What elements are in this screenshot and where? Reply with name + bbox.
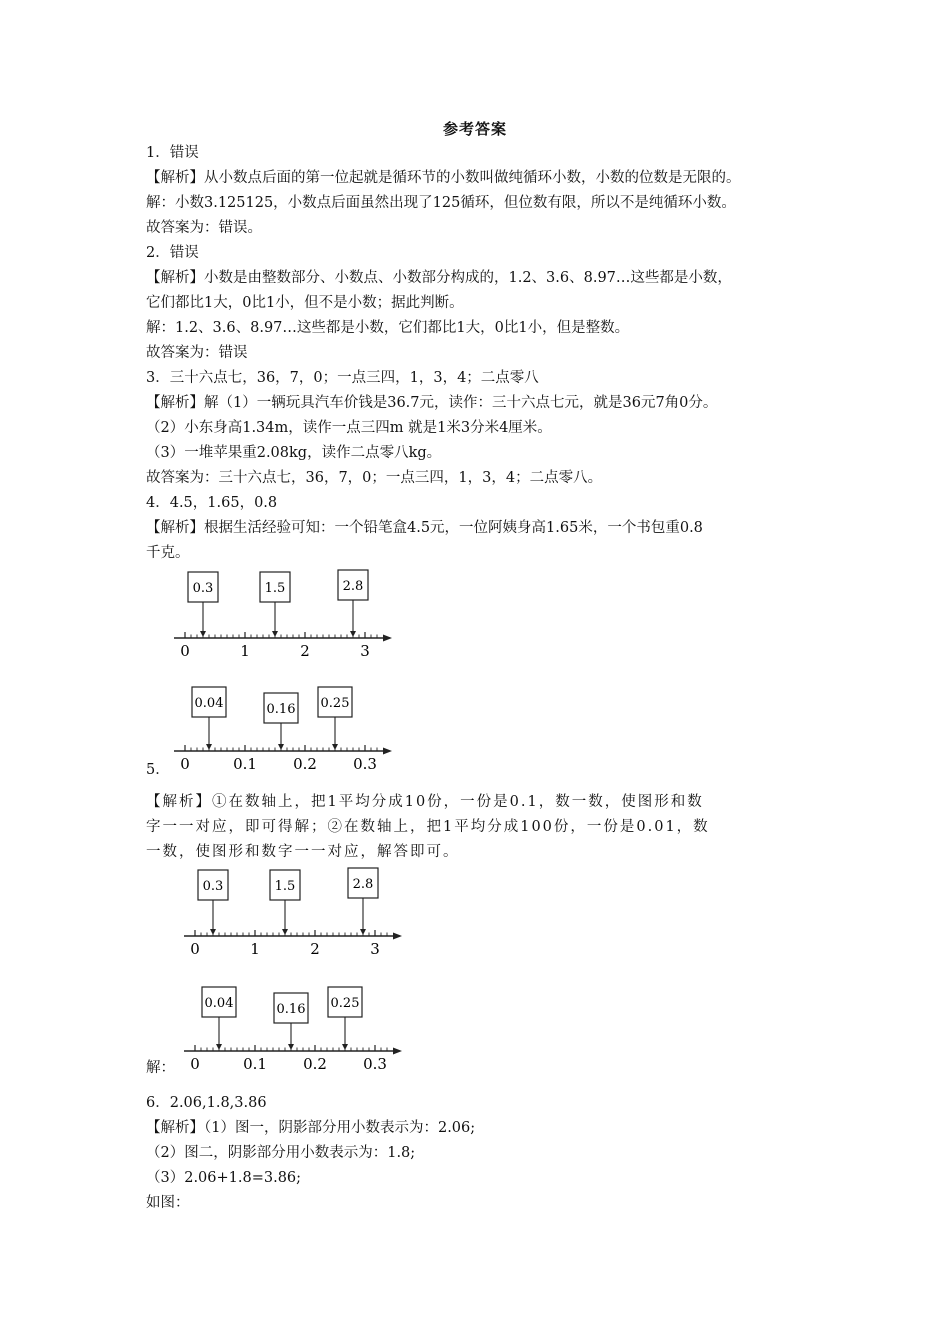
- q3-part2: （2）小东身高1.34m，读作一点三四m 就是1米3分米4厘米。: [146, 420, 552, 436]
- q5-analysis-line1: 【解析】①在数轴上，把1平均分成10份，一份是0.1，数一数，使图形和数: [146, 794, 704, 810]
- tick-label: 2: [300, 642, 310, 660]
- value-box-label: 1.5: [274, 879, 296, 894]
- value-box-label: 0.25: [330, 996, 360, 1011]
- q6-figure-label: 如图：: [146, 1195, 190, 1211]
- q4-analysis-line1: 【解析】根据生活经验可知：一个铅笔盒4.5元，一位阿姨身高1.65米，一个书包重0.8: [146, 520, 703, 536]
- number-line-ones-q5: [172, 570, 412, 660]
- value-callout: [264, 693, 298, 750]
- tick-label: 1: [240, 642, 250, 660]
- axis-arrow: [383, 748, 392, 755]
- axis-arrow: [383, 635, 392, 642]
- tick-label: 0: [190, 940, 200, 958]
- number-line-hundredths-q5: [172, 683, 412, 773]
- tick-label: 0.1: [243, 1055, 267, 1073]
- q3-part3: （3）一堆苹果重2.08kg，读作二点零八kg。: [146, 445, 442, 461]
- tick-label: 0.2: [303, 1055, 327, 1073]
- value-callout: [188, 572, 218, 637]
- q3-analysis: 【解析】解（1）一辆玩具汽车价钱是36.7元，读作：三十六点七元，就是36元7角0分。: [146, 395, 718, 411]
- value-box-label: 0.04: [204, 996, 234, 1011]
- q5-answer-line: 5．: [146, 762, 170, 778]
- tick-label: 0.3: [353, 755, 377, 773]
- q3-answer-line: 3．三十六点七，36，7，0；一点三四，1，3，4；二点零八: [146, 370, 539, 386]
- tick-label: 0.1: [233, 755, 257, 773]
- value-box-label: 0.04: [194, 696, 224, 711]
- value-box-label: 0.16: [266, 702, 296, 717]
- value-callout: [338, 570, 368, 637]
- number-line-svg: [182, 983, 422, 1073]
- q2-answer-line: 2．错误: [146, 245, 199, 261]
- pointer-arrow: [272, 631, 278, 637]
- tick-label: 0.2: [293, 755, 317, 773]
- pointer-arrow: [332, 744, 338, 750]
- page-title: 参考答案: [442, 120, 507, 138]
- q6-analysis: 【解析】（1）图一，阴影部分用小数表示为：2.06;: [146, 1120, 476, 1136]
- value-callout: [260, 572, 290, 637]
- pointer-arrow: [210, 929, 216, 935]
- tick-label: 2: [310, 940, 320, 958]
- value-box-label: 0.25: [320, 696, 350, 711]
- pointer-arrow: [206, 744, 212, 750]
- value-callout: [198, 870, 228, 935]
- value-callout: [328, 987, 362, 1050]
- number-line-hundredths-solution: [182, 983, 422, 1073]
- tick-label: 0: [180, 642, 190, 660]
- tick-label: 0: [180, 755, 190, 773]
- value-box-label: 2.8: [352, 877, 374, 892]
- pointer-arrow: [200, 631, 206, 637]
- q5-analysis-line3: 一数，使图形和数字一一对应，解答即可。: [146, 844, 460, 860]
- tick-label: 3: [360, 642, 370, 660]
- q4-analysis-line2: 千克。: [146, 545, 190, 561]
- value-callout: [274, 993, 308, 1050]
- tick-label: 1: [250, 940, 260, 958]
- number-line-svg: [182, 868, 422, 958]
- number-line-ones-solution: [182, 868, 422, 958]
- tick-label: 0.3: [363, 1055, 387, 1073]
- q6-part3: （3）2.06+1.8=3.86;: [146, 1170, 302, 1186]
- q3-final-answer: 故答案为：三十六点七，36，7，0；一点三四，1，3，4；二点零八。: [146, 470, 603, 486]
- value-box-label: 1.5: [264, 581, 286, 596]
- q1-answer-line: 1．错误: [146, 145, 199, 161]
- q6-part2: （2）图二，阴影部分用小数表示为：1.8;: [146, 1145, 416, 1161]
- value-callout: [318, 687, 352, 750]
- q2-final-answer: 故答案为：错误: [146, 345, 248, 361]
- pointer-arrow: [216, 1044, 222, 1050]
- tick-label: 3: [370, 940, 380, 958]
- pointer-arrow: [282, 929, 288, 935]
- number-line-svg: [172, 683, 412, 773]
- pointer-arrow: [360, 929, 366, 935]
- q1-analysis: 【解析】从小数点后面的第一位起就是循环节的小数叫做纯循环小数，小数的位数是无限的。: [146, 170, 741, 186]
- axis-arrow: [393, 933, 402, 940]
- value-box-label: 0.3: [192, 581, 214, 596]
- q2-solution: 解：1.2、3.6、8.97…这些都是小数，它们都比1大，0比1小，但是整数。: [146, 320, 630, 336]
- q6-answer-line: 6．2.06,1.8,3.86: [146, 1095, 267, 1111]
- q5-analysis-line2: 字一一对应，即可得解；②在数轴上，把1平均分成100份，一份是0.01，数: [146, 819, 710, 835]
- number-line-svg: [172, 570, 412, 660]
- q2-analysis-line2: 它们都比1大，0比1小，但不是小数；据此判断。: [146, 295, 464, 311]
- q1-solution: 解：小数3.125125，小数点后面虽然出现了125循环，但位数有限，所以不是纯循环小数。: [146, 195, 736, 211]
- value-box-label: 0.16: [276, 1002, 306, 1017]
- value-callout: [192, 687, 226, 750]
- q2-analysis-line1: 【解析】小数是由整数部分、小数点、小数部分构成的，1.2、3.6、8.97…这些都是小数，: [146, 270, 732, 286]
- value-box-label: 0.3: [202, 879, 224, 894]
- value-box-label: 2.8: [342, 579, 364, 594]
- tick-label: 0: [190, 1055, 200, 1073]
- pointer-arrow: [342, 1044, 348, 1050]
- axis-arrow: [393, 1048, 402, 1055]
- q1-final-answer: 故答案为：错误。: [146, 220, 262, 236]
- pointer-arrow: [288, 1044, 294, 1050]
- pointer-arrow: [278, 744, 284, 750]
- value-callout: [348, 868, 378, 935]
- value-callout: [270, 870, 300, 935]
- q4-answer-line: 4．4.5，1.65，0.8: [146, 495, 278, 511]
- q5-solution-label: 解：: [146, 1060, 175, 1076]
- value-callout: [202, 987, 236, 1050]
- pointer-arrow: [350, 631, 356, 637]
